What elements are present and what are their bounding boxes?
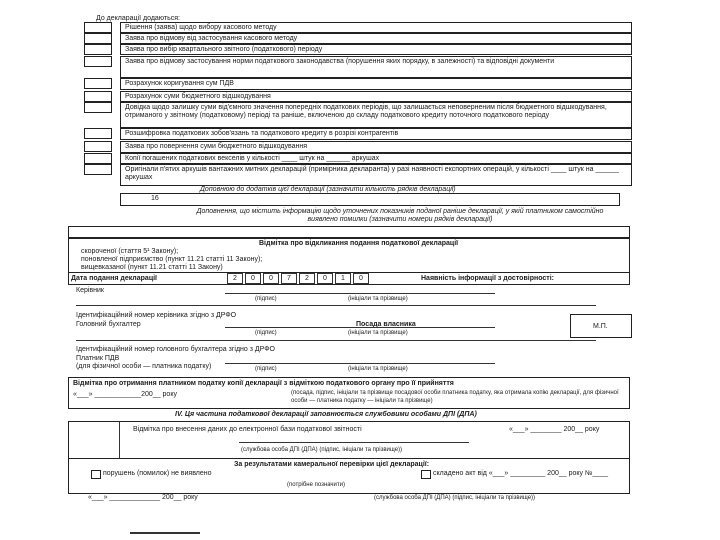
receipt-box — [68, 377, 630, 409]
appendix-row-label: Заява про відмову застосування норми податкового законодавства (порушення яких порядку, в залежності) та відповідні документи — [125, 58, 555, 65]
receipt-caption: (посада, підпис, ініціали та прізвище посадової особи платника податку, яка отримала копію декларації, для фізичної особи — платника податку — ініціали та прізвище) — [291, 390, 619, 404]
director-id-label: Ідентифікаційний номер керівника згідно з ДРФО — [76, 312, 237, 319]
appendix-row-label: Розрахунок суми бюджетного відшкодування — [125, 93, 271, 100]
appendix-row — [120, 128, 632, 140]
section4-title: IV. Ця частина податкової декларації заповнюється службовими особами ДПІ (ДПА) — [175, 411, 477, 418]
check-right-label: складено акт від «___» _________ 200__ року №____ — [433, 470, 609, 477]
appendix-checkbox[interactable] — [84, 91, 112, 102]
check-mark-caption: (потрібне позначити) — [287, 482, 345, 488]
appendix-checkbox[interactable] — [84, 141, 112, 152]
appendix-row — [120, 56, 632, 78]
sheets-count-box — [120, 193, 620, 206]
payer-name-caption: (ініціали та прізвище) — [348, 366, 408, 372]
bottom-official-caption: (службова особа ДПІ (ДПА) (підпис, ініціали та прізвище)) — [374, 495, 536, 501]
section4-official-line — [239, 442, 469, 443]
filing-mark-box — [68, 238, 630, 273]
accountant-name-caption: (ініціали та прізвище) — [348, 330, 408, 336]
filing-date-row — [68, 272, 630, 285]
date-digit-cell: 1 — [335, 273, 351, 284]
appendix-row-label: Заява про відмову від застосування касового методу — [125, 35, 298, 42]
accountant-id-label: Ідентифікаційний номер головного бухгалтера згідно з ДРФО — [76, 346, 275, 353]
stamp-label: М.П. — [593, 323, 608, 330]
appendix-checkbox[interactable] — [84, 164, 112, 175]
section4-divider — [119, 422, 120, 458]
appendix-row-label: Рішення (заява) щодо вибору касового методу — [125, 24, 277, 31]
filing-info-label: Наявність інформації з достовірності: — [421, 275, 554, 282]
appendix-checkbox[interactable] — [84, 128, 112, 139]
footer-rule — [130, 532, 200, 534]
filing-line-3: вищевказаної (пункт 11.21 статті 11 Закону) — [81, 264, 223, 271]
date-digit-cell: 2 — [227, 273, 243, 284]
appendix-row-label: Оригінали п'ятих аркушів вантажних митних декларацій (примірника декларанта) у разі наявності експортних операцій, у кількості ____ штук на ______ аркушах — [125, 166, 619, 181]
supplement-caption: Доповнення, що містить інформацію щодо уточнених показників поданої раніше декларації, у якій платником самостійно виявлено помилки (зазначити номери рядків декларації) — [196, 208, 604, 223]
supplement-box — [68, 226, 630, 238]
section4-receipt-line: Відмітка про внесення даних до електронної бази податкової звітності — [133, 426, 362, 433]
section4-box — [68, 421, 630, 459]
accountant-separator — [76, 340, 596, 341]
appendix-row — [120, 44, 632, 55]
filing-mark-title: Відмітка про відкликання подання податкової декларації — [259, 240, 459, 247]
appendix-checkbox[interactable] — [84, 56, 112, 67]
receipt-title: Відмітка про отримання платником податку копії декларації з відміткою податкового органу про її прийняття — [73, 380, 454, 387]
sheets-caption: Доповнюю до додатків цієї декларації (зазначити кількість рядків декларації) — [200, 186, 456, 193]
appendix-row — [120, 33, 632, 44]
date-digit-cell: 0 — [317, 273, 333, 284]
check-no-errors-checkbox[interactable] — [91, 470, 101, 479]
appendix-checkbox[interactable] — [84, 44, 112, 55]
accountant-signature-line — [225, 327, 495, 328]
appendices-heading: До декларації додаються: — [96, 15, 180, 22]
stamp-box — [570, 314, 632, 338]
appendix-row-label: Розшифровка податкових зобов'язань та податкового кредиту в розрізі контрагентів — [125, 130, 399, 137]
appendix-checkbox[interactable] — [84, 33, 112, 44]
appendix-row-label: Розрахунок коригування сум ПДВ — [125, 80, 234, 87]
director-signature-caption: (підпис) — [255, 296, 277, 302]
payer-signature-line — [225, 363, 495, 364]
filing-date-label: Дата подання декларації — [71, 275, 158, 282]
bottom-date-line: «___» _____________ 200__ року — [88, 494, 198, 501]
appendix-row-label: Заява про вибір квартального звітного (податкового) періоду — [125, 46, 323, 53]
appendix-row — [120, 102, 632, 128]
position-label: Посада власника — [356, 321, 416, 328]
appendix-row-label: Заява про повернення суми бюджетного відшкодування — [125, 143, 308, 150]
date-digit-cell: 0 — [245, 273, 261, 284]
date-digit-cell: 7 — [281, 273, 297, 284]
date-digit-cell: 0 — [353, 273, 369, 284]
date-digit-cell: 2 — [299, 273, 315, 284]
accountant-label: Головний бухгалтер — [76, 321, 141, 328]
appendix-row — [120, 141, 632, 153]
appendix-row — [120, 22, 632, 33]
director-separator — [76, 305, 596, 306]
appendix-checkbox[interactable] — [84, 102, 112, 113]
check-act-checkbox[interactable] — [421, 470, 431, 479]
appendix-row-label: Довідка щодо залишку суми від'ємного значення попередніх податкових періодів, що залишається неповерненим після бюджетного відшкодування, отриманого у звітному (податковому) періоді та раніше, включеною до складу податкового кредиту поточного податкового періоду — [125, 104, 607, 119]
director-name-caption: (ініціали та прізвище) — [348, 296, 408, 302]
payer-sub: (для фізичної особи — платника податку) — [76, 363, 212, 370]
sheets-count-value: 16 — [151, 195, 159, 202]
check-box — [68, 458, 630, 494]
filing-line-1: скороченої (стаття 5¹ Закону); — [81, 248, 179, 255]
check-title: За результатами камеральної перевірки цієї декларації: — [234, 461, 430, 468]
appendix-row — [120, 78, 632, 90]
appendix-row — [120, 91, 632, 102]
receipt-date-line: «___» ____________200__ року — [73, 391, 177, 398]
director-label: Керівник — [76, 287, 104, 294]
appendix-checkbox[interactable] — [84, 153, 112, 164]
payer-signature-caption: (підпис) — [255, 366, 277, 372]
director-signature-line — [225, 293, 495, 294]
appendix-row — [120, 164, 632, 186]
check-left-label: порушень (помилок) не виявлено — [103, 470, 212, 477]
appendix-row-label: Копії погашених податкових векселів у кількості ____ штук на ______ аркушах — [125, 155, 380, 162]
appendix-checkbox[interactable] — [84, 22, 112, 33]
filing-line-2: поновленої підприємство (пункт 11.21 статті 11 Закону); — [81, 256, 263, 263]
appendix-checkbox[interactable] — [84, 78, 112, 89]
section4-date-line: «___» ________ 200__ року — [509, 426, 600, 433]
date-digit-cell: 0 — [263, 273, 279, 284]
section4-official-caption: (службова особа ДПІ (ДПА) (підпис, ініціали та прізвище)) — [241, 447, 403, 453]
appendix-row — [120, 153, 632, 164]
payer-label: Платник ПДВ — [76, 355, 120, 362]
accountant-signature-caption: (підпис) — [255, 330, 277, 336]
